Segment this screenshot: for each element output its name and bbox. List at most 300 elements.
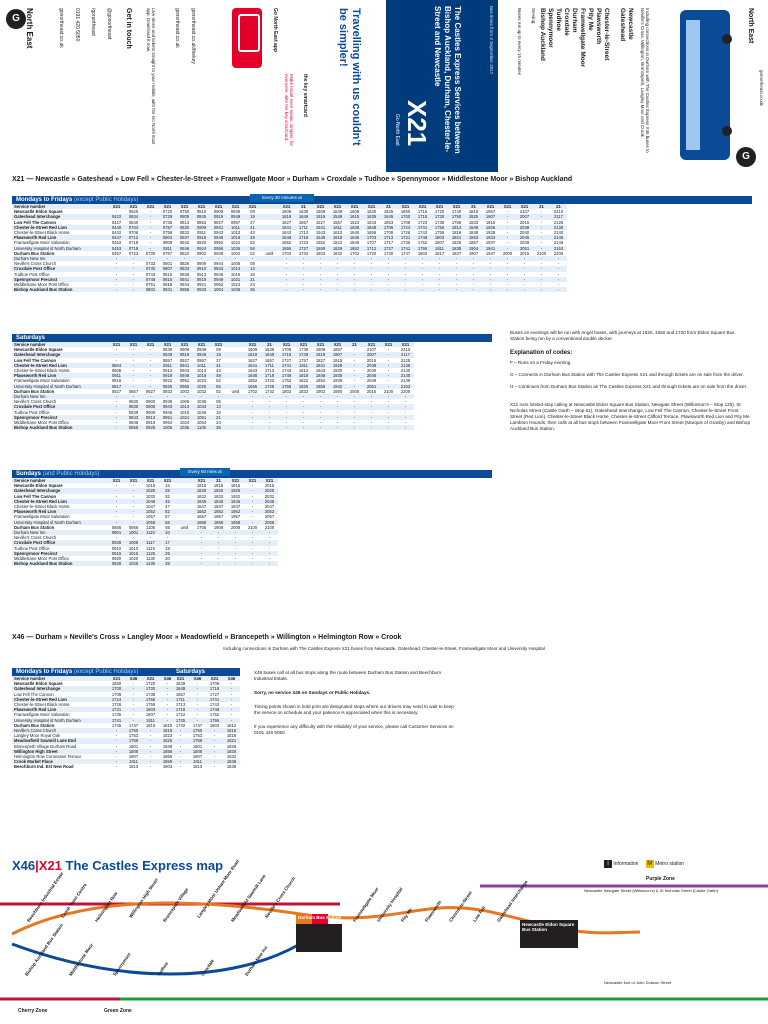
time-cell: - — [261, 561, 278, 566]
time-cell: 0939 — [210, 251, 227, 256]
time-cell: - — [380, 425, 397, 430]
time-cell: - — [172, 764, 189, 769]
time-cell: - — [346, 425, 363, 430]
stop-name: Beechburn Ind. Est New Road — [12, 764, 108, 769]
time-cell: - — [125, 504, 142, 509]
time-cell: 1802 — [206, 723, 223, 728]
time-cell: - — [312, 394, 329, 399]
time-cell: 0906 — [142, 404, 159, 409]
time-cell: 0719 — [125, 246, 142, 251]
time-cell: 1653 — [380, 220, 397, 225]
serving-stop: Tudhoe — [555, 8, 562, 31]
time-cell: - — [516, 256, 533, 261]
time-cell: 1004 — [210, 287, 227, 292]
time-cell: 1838 — [223, 764, 240, 769]
x21-notes — [510, 330, 750, 432]
time-cell: 1856 — [159, 754, 176, 759]
time-cell: 2015 — [516, 251, 533, 256]
time-cell: 0954 — [159, 420, 176, 425]
time-cell: - — [516, 287, 533, 292]
time-cell: - — [346, 384, 363, 389]
time-cell: 0955 — [176, 384, 193, 389]
stop-name: Durham Bus Station — [12, 389, 108, 394]
codes-title: Explanation of codes: — [510, 350, 573, 356]
time-cell: 0836 — [176, 272, 193, 277]
time-cell: - — [363, 425, 380, 430]
minute-cell: - — [159, 535, 176, 540]
time-cell: - — [295, 415, 312, 420]
time-cell: - — [278, 404, 295, 409]
serving-stop: Spennymoor — [547, 8, 554, 48]
time-cell: 2117 — [550, 214, 567, 219]
time-cell: 2015 — [363, 389, 380, 394]
time-cell: 1950 — [329, 389, 346, 394]
time-cell: 1619 — [244, 352, 261, 357]
time-cell: 2153 — [550, 246, 567, 251]
time-cell: 1645 — [346, 235, 363, 240]
time-cell: - — [125, 499, 142, 504]
time-cell: 0943 — [176, 368, 193, 373]
time-cell: - — [261, 535, 278, 540]
time-cell: 1752 — [206, 712, 223, 717]
time-cell: - — [363, 282, 380, 287]
stop-name: Croxdale Post Office — [12, 540, 108, 545]
until-cell — [176, 561, 193, 566]
go-logo-icon: G — [6, 9, 26, 29]
stop-name: Meadowfield Sawmill Lane End — [12, 738, 108, 743]
time-cell: - — [159, 686, 176, 691]
stop-name: Croxdale Post Office — [12, 404, 108, 409]
time-cell: - — [244, 556, 261, 561]
time-cell: - — [244, 404, 261, 409]
time-cell: 1705 — [193, 525, 210, 530]
time-cell: - — [414, 272, 431, 277]
stop-name: Newcastle Eldon Square — [12, 483, 108, 488]
time-cell: 1750 — [448, 214, 465, 219]
x21-sat-every-column — [210, 342, 244, 430]
time-cell: - — [380, 256, 397, 261]
time-cell: - — [125, 494, 142, 499]
time-cell: - — [278, 266, 295, 271]
bus-info: Buses run up to every 15 minutes — [517, 8, 522, 76]
time-cell: - — [125, 373, 142, 378]
minute-cell: 47 — [159, 504, 176, 509]
time-cell: - — [295, 404, 312, 409]
minute-cell: - — [244, 256, 261, 261]
time-cell: 0833 — [176, 266, 193, 271]
time-cell: 1747 — [189, 723, 206, 728]
time-cell: - — [210, 561, 227, 566]
time-cell: - — [223, 686, 240, 691]
service-number-cell: X21 — [329, 204, 346, 209]
time-cell: 1650 — [108, 681, 125, 686]
time-cell: - — [278, 415, 295, 420]
time-cell: - — [125, 272, 142, 277]
legend-info: Information — [613, 861, 639, 867]
time-cell: 0957 — [193, 358, 210, 363]
time-cell: 1832 — [295, 389, 312, 394]
time-cell: - — [499, 214, 516, 219]
time-cell: 0915 — [108, 551, 125, 556]
time-cell: 1813 — [125, 764, 142, 769]
time-cell: - — [329, 399, 346, 404]
time-cell: 1024 — [176, 420, 193, 425]
time-cell: 0924 — [193, 246, 210, 251]
time-cell: 1826 — [159, 738, 176, 743]
service-number-cell: X21 — [312, 204, 329, 209]
service-number-cell: X21 — [210, 342, 227, 347]
time-cell: 2058 — [261, 520, 278, 525]
stop-name: Chester-le-Street Black Horse — [12, 230, 108, 235]
time-cell: - — [142, 384, 159, 389]
social-twitter[interactable]: @gonortheast — [106, 8, 112, 40]
time-cell: - — [227, 546, 244, 551]
stop-name: Bishop Auckland Bus Station — [12, 561, 108, 566]
time-cell: 1032 — [142, 494, 159, 499]
time-cell: - — [108, 287, 125, 292]
time-cell: - — [244, 561, 261, 566]
time-cell: - — [329, 415, 346, 420]
time-cell: - — [172, 759, 189, 764]
time-cell: - — [108, 410, 125, 415]
service-number-cell: X46 — [159, 676, 176, 681]
app-text: Live times and tickets straight to your mobile, with the Go North East app. Download it now. — [146, 8, 156, 145]
time-cell: 2007 — [363, 352, 380, 357]
time-cell: - — [223, 707, 240, 712]
time-cell: 1106 — [193, 425, 210, 430]
time-cell: 1753 — [189, 733, 206, 738]
time-cell: 0858 — [125, 425, 142, 430]
time-cell: - — [346, 358, 363, 363]
stop-name: Tudhoe Post Office — [12, 546, 108, 551]
time-cell: 1807 — [125, 754, 142, 759]
stop-name: Durham Bus Station — [12, 251, 108, 256]
time-cell: - — [189, 692, 206, 697]
time-cell: - — [465, 272, 482, 277]
time-cell: 1933 — [482, 235, 499, 240]
minute-cell: 09 — [244, 209, 261, 214]
minute-cell: 27 — [210, 358, 227, 363]
time-cell: - — [244, 535, 261, 540]
time-cell: - — [363, 404, 380, 409]
time-cell: 2049 — [363, 378, 380, 383]
service-number-cell: X21 — [414, 204, 431, 209]
time-cell: 1928 — [329, 363, 346, 368]
time-cell: 1827 — [312, 358, 329, 363]
time-cell: 1836 — [223, 759, 240, 764]
time-cell: - — [295, 399, 312, 404]
key-link[interactable]: gonortheast.co.uk/thekey — [190, 8, 196, 64]
x21-mf-section — [12, 196, 752, 292]
time-cell: 1725 — [172, 718, 189, 723]
stop-name: Neville's Cross Church — [12, 261, 108, 266]
time-cell: 1801 — [125, 744, 142, 749]
time-cell: 1930 — [329, 368, 346, 373]
time-cell: - — [533, 225, 550, 230]
time-cell: - — [516, 282, 533, 287]
time-cell: - — [533, 272, 550, 277]
time-cell: - — [278, 282, 295, 287]
time-cell: - — [329, 287, 346, 292]
time-cell: - — [397, 425, 414, 430]
time-cell: 0427 — [108, 220, 125, 225]
time-cell: 0857 — [159, 358, 176, 363]
time-cell: - — [108, 504, 125, 509]
time-cell: - — [159, 697, 176, 702]
time-cell: - — [346, 347, 363, 352]
time-cell: 0909 — [176, 347, 193, 352]
time-cell: 1823 — [159, 733, 176, 738]
serving-stop: Pity Me — [587, 8, 594, 31]
time-cell: - — [125, 347, 142, 352]
time-cell: 0818 — [159, 282, 176, 287]
bus-times-from: Bus times from 3 September 2017 — [489, 6, 494, 75]
time-cell: 0943 — [159, 404, 176, 409]
time-cell: - — [414, 282, 431, 287]
time-cell: - — [295, 277, 312, 282]
time-cell: 1750 — [125, 728, 142, 733]
time-cell: 0804 — [108, 363, 125, 368]
stop-name: Spennymoor Precinct — [12, 551, 108, 556]
time-cell: 0928 — [108, 540, 125, 545]
serving-stop: Newcastle — [627, 8, 634, 40]
time-cell: - — [142, 347, 159, 352]
time-cell: 1847 — [210, 504, 227, 509]
time-cell: 1543 — [312, 230, 329, 235]
time-cell: 0706 — [125, 230, 142, 235]
time-cell: 1727 — [206, 692, 223, 697]
time-cell: 1725 — [261, 384, 278, 389]
time-cell: - — [244, 415, 261, 420]
service-number-cell: X21 — [363, 204, 380, 209]
map-stop-label: Crook Town Centre — [60, 882, 88, 919]
time-cell: 1711 — [295, 225, 312, 230]
time-cell: 0910 — [193, 266, 210, 271]
time-cell: 0625 — [125, 209, 142, 214]
time-cell: 1605 — [346, 209, 363, 214]
time-cell: 1650 — [397, 209, 414, 214]
time-cell: - — [380, 384, 397, 389]
time-cell: 1748 — [206, 707, 223, 712]
serving-stop: Framwellgate Moor — [579, 8, 586, 68]
time-cell: - — [108, 404, 125, 409]
time-cell: - — [431, 277, 448, 282]
stop-name: Gateshead Interchange — [12, 352, 108, 357]
time-cell: 1743 — [414, 230, 431, 235]
time-cell: 1822 — [295, 378, 312, 383]
time-cell: - — [261, 415, 278, 420]
time-cell: 1709 — [206, 681, 223, 686]
time-cell: 2008 — [227, 525, 244, 530]
minute-cell: 13 — [210, 404, 227, 409]
time-cell: - — [312, 266, 329, 271]
time-cell: 1857 — [210, 514, 227, 519]
time-cell: - — [550, 272, 567, 277]
time-cell: 1816 — [448, 230, 465, 235]
time-cell: - — [210, 551, 227, 556]
time-cell: - — [159, 702, 176, 707]
time-cell: - — [125, 256, 142, 261]
x46-mf-header: Mondays to Fridays (except Public Holidays) — [12, 668, 176, 676]
time-cell: 0918 — [159, 373, 176, 378]
time-cell: - — [499, 256, 516, 261]
stop-name: University Hospital of North Durham — [12, 384, 108, 389]
time-cell: - — [397, 404, 414, 409]
service-number-cell: X21 — [176, 204, 193, 209]
time-cell: 0811 — [159, 246, 176, 251]
time-cell: 1117 — [142, 540, 159, 545]
time-cell: 0801 — [159, 261, 176, 266]
time-cell: 1548 — [312, 235, 329, 240]
time-cell: 0422 — [108, 214, 125, 219]
time-cell: 1857 — [465, 240, 482, 245]
time-cell: - — [397, 420, 414, 425]
time-cell: 0916 — [193, 235, 210, 240]
time-cell: - — [482, 266, 499, 271]
time-cell: - — [244, 483, 261, 488]
time-cell: 1509 — [312, 209, 329, 214]
time-cell: - — [380, 358, 397, 363]
time-cell: - — [125, 712, 142, 717]
time-cell: - — [346, 415, 363, 420]
time-cell: 1025 — [193, 384, 210, 389]
until-cell: until — [261, 251, 278, 256]
time-cell: - — [142, 738, 159, 743]
time-cell: - — [397, 415, 414, 420]
time-cell: - — [125, 514, 142, 519]
service-number-cell: X21 — [329, 342, 346, 347]
time-cell: - — [189, 707, 206, 712]
until-cell: until — [176, 525, 193, 530]
time-cell: - — [108, 764, 125, 769]
service-number-cell: X21 — [142, 342, 159, 347]
x46-sat-header: Saturdays — [172, 668, 240, 676]
time-cell: 0927 — [210, 220, 227, 225]
time-cell: 1752 — [414, 240, 431, 245]
time-cell: 0830 — [125, 399, 142, 404]
time-cell: 1748 — [414, 235, 431, 240]
service-number-cell: X21 — [193, 204, 210, 209]
time-cell: 1024 — [227, 282, 244, 287]
time-cell: - — [414, 287, 431, 292]
time-cell: - — [516, 261, 533, 266]
service-number-cell: X21 — [312, 342, 329, 347]
x21-sun-section — [12, 470, 492, 566]
time-cell: - — [346, 272, 363, 277]
stop-name: Framwellgate Moor Salutation — [12, 240, 108, 245]
time-cell: - — [261, 404, 278, 409]
x46-note-1: X46 buses call at all bus stops along the route between Durham Bus Station and Beechburn Industrial Estate. — [254, 670, 442, 681]
time-cell: 1045 — [142, 499, 159, 504]
time-cell: 0920 — [108, 556, 125, 561]
map-stop-label: Helmington Row — [94, 890, 119, 923]
time-cell: - — [533, 230, 550, 235]
time-cell: - — [448, 282, 465, 287]
minute-cell: 09 — [210, 347, 227, 352]
time-cell: 1549 — [329, 214, 346, 219]
time-cell: - — [499, 287, 516, 292]
stop-name: Plawsworth Red Lion — [12, 707, 108, 712]
time-cell: 0804 — [159, 235, 176, 240]
time-cell: 1655 — [278, 246, 295, 251]
x21-sat-section — [12, 334, 492, 430]
website-link-email[interactable]: gonortheast.co.uk — [174, 8, 180, 48]
key-title: the key smartcard — [302, 74, 308, 117]
time-cell: 1756 — [142, 697, 159, 702]
evening-note: Buses on evenings will be run with Angel buses, with journeys at 1620, 1650 and 1720 from Eldon Square Bus Station being run by a conventional double decker. — [510, 330, 735, 341]
time-cell: - — [125, 707, 142, 712]
time-cell: 1813 — [295, 368, 312, 373]
bus-wheel-icon — [722, 34, 732, 44]
website-link-left[interactable]: gonortheast.co.uk — [58, 8, 64, 48]
x21-mf-table-right — [278, 204, 567, 292]
stop-name: Bishop Auckland Bus Station — [12, 425, 108, 430]
time-cell: 1001 — [125, 530, 142, 535]
time-cell: 1015 — [142, 483, 159, 488]
phone-number[interactable]: 0191 420 5050 — [74, 8, 80, 42]
time-cell: 2007 — [516, 214, 533, 219]
time-cell: 0453 — [108, 246, 125, 251]
time-cell: 1016 — [176, 410, 193, 415]
time-cell: - — [193, 551, 210, 556]
time-cell: - — [329, 256, 346, 261]
minute-cell: 13 — [244, 266, 261, 271]
social-facebook[interactable]: /gonortheast — [90, 8, 96, 36]
time-cell: 1738 — [431, 220, 448, 225]
service-number-cell: 21 — [550, 204, 567, 209]
time-cell: - — [125, 535, 142, 540]
time-cell: - — [499, 266, 516, 271]
time-cell: - — [142, 240, 159, 245]
x21-route-title: X21 — Newcastle » Gateshead » Low Fell » Chester-le-Street » Framwellgate Moor » Durham » Croxdale » Tudhoe » Spennymoor » Middlestone Moor » Bishop Auckland — [12, 176, 573, 183]
time-cell: 0946 — [159, 410, 176, 415]
minute-cell: 55 — [210, 384, 227, 389]
minute-cell: 52 — [210, 378, 227, 383]
service-number-cell: X21 — [206, 676, 223, 681]
stop-name: Middlestone Moor Post Office — [12, 282, 108, 287]
time-cell: 1856 — [159, 749, 176, 754]
time-cell: 0909 — [142, 410, 159, 415]
time-cell: - — [278, 425, 295, 430]
time-cell: 1832 — [223, 754, 240, 759]
x46-route-title: X46 — Durham » Neville's Cross » Langley Moor » Meadowfield » Brancepeth » Willington » Helmington Row » Crook — [12, 634, 402, 641]
time-cell: 1815 — [159, 723, 176, 728]
time-cell: - — [465, 256, 482, 261]
website-link-right[interactable]: gonortheast.co.uk — [759, 70, 764, 106]
time-cell: - — [223, 718, 240, 723]
time-cell: 2000 — [499, 251, 516, 256]
time-cell: 0729 — [159, 214, 176, 219]
service-number-cell: X21 — [482, 204, 499, 209]
service-number-cell: X21 — [431, 204, 448, 209]
time-cell: - — [380, 415, 397, 420]
time-cell: - — [142, 749, 159, 754]
time-cell: 1926 — [482, 225, 499, 230]
map-stop-label: Spennymoor — [112, 951, 132, 977]
time-cell: 0856 — [176, 287, 193, 292]
stop-name: Chester-le-Street Black Horse — [12, 368, 108, 373]
time-cell: 2015 — [516, 220, 533, 225]
service-number-cell: X21 — [261, 478, 278, 483]
time-cell: 1008 — [227, 261, 244, 266]
time-cell: - — [210, 556, 227, 561]
stop-name: Durham Bus Station — [12, 723, 108, 728]
time-cell: 1757 — [295, 358, 312, 363]
time-cell: 1739 — [295, 347, 312, 352]
time-cell: - — [312, 277, 329, 282]
time-cell: 0831 — [159, 287, 176, 292]
time-cell: 1058 — [142, 520, 159, 525]
